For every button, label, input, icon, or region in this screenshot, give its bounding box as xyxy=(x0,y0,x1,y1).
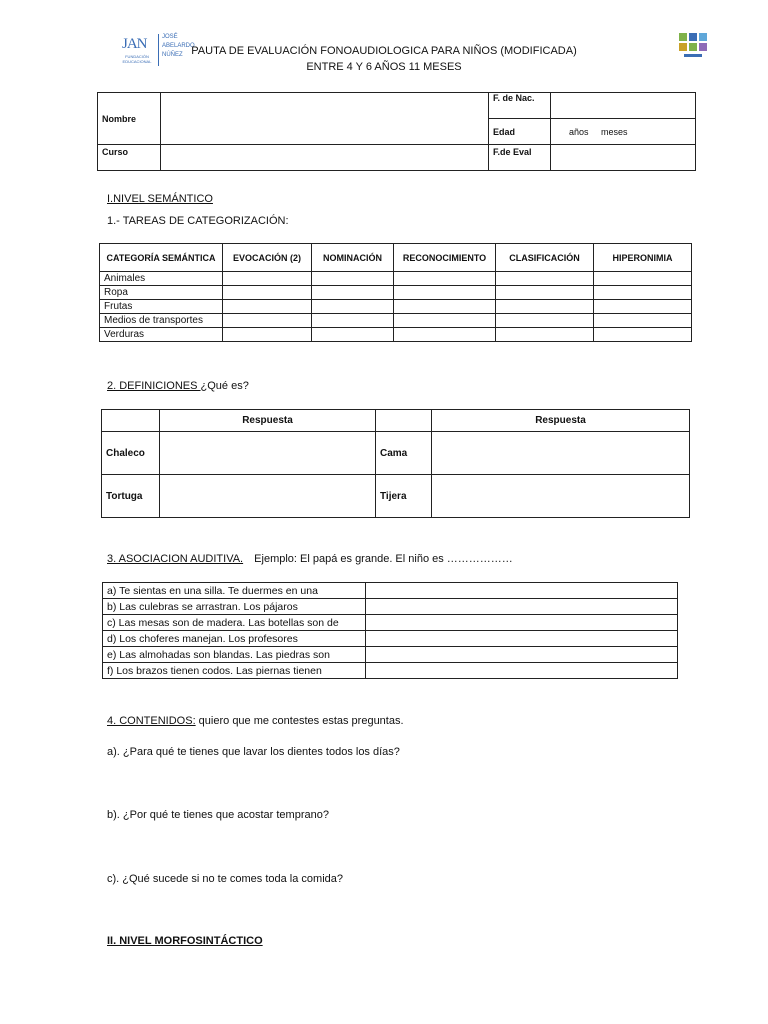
table-row xyxy=(100,300,692,314)
cell[interactable] xyxy=(496,286,594,300)
assoc-answer[interactable] xyxy=(366,647,678,663)
cell[interactable] xyxy=(496,314,594,328)
cell[interactable] xyxy=(496,272,594,286)
assoc-answer[interactable] xyxy=(366,631,678,647)
section-2-title: 2. DEFINICIONES xyxy=(107,380,201,392)
table-row xyxy=(100,272,692,286)
section-2-heading xyxy=(107,380,249,392)
cell[interactable] xyxy=(594,314,692,328)
section-1-subtitle: 1.- TAREAS DE CATEGORIZACIÓN: xyxy=(107,215,289,227)
cell[interactable] xyxy=(496,328,594,342)
feval-field[interactable] xyxy=(551,145,696,171)
item-cama: Cama xyxy=(376,432,432,475)
assoc-f: f) Los brazos tienen codos. Las piernas tienen xyxy=(103,663,366,679)
row-label: Medios de transportes xyxy=(100,314,223,328)
cell[interactable] xyxy=(394,272,496,286)
cell[interactable] xyxy=(312,314,394,328)
definitions-table xyxy=(101,409,690,518)
logo-mark: JAN xyxy=(122,36,147,52)
section-4-heading xyxy=(107,715,404,727)
table-row xyxy=(103,583,678,599)
row-label: Verduras xyxy=(100,328,223,342)
section-3-heading xyxy=(107,553,513,565)
cell[interactable] xyxy=(594,286,692,300)
cell[interactable] xyxy=(394,300,496,314)
answer-cama[interactable] xyxy=(432,432,690,475)
row-label: Animales xyxy=(100,272,223,286)
logo-sub: FUNDACIÓN EDUCACIONAL xyxy=(122,54,152,64)
section-3-example: Ejemplo: El papá es grande. El niño es ……………… xyxy=(254,553,513,565)
answer-tortuga[interactable] xyxy=(160,475,376,518)
section-1-title: I.NIVEL SEMÁNTICO xyxy=(107,193,213,205)
association-table xyxy=(102,582,678,679)
col-evocacion: EVOCACIÓN (2) xyxy=(223,244,312,272)
cell[interactable] xyxy=(394,328,496,342)
assoc-a: a) Te sientas en una silla. Te duermes en una xyxy=(103,583,366,599)
student-info-table xyxy=(97,92,696,171)
answer-tijera[interactable] xyxy=(432,475,690,518)
table-row xyxy=(103,599,678,615)
cell[interactable] xyxy=(312,328,394,342)
label-curso: Curso xyxy=(98,145,161,171)
blank-header xyxy=(102,410,160,432)
label-anos: años xyxy=(569,126,589,137)
edad-field[interactable] xyxy=(551,119,696,145)
fnac-field[interactable] xyxy=(551,93,696,119)
cell[interactable] xyxy=(594,300,692,314)
logo-text-3: NÚÑEZ xyxy=(162,52,183,58)
title-line-1: PAUTA DE EVALUACIÓN FONOAUDIOLOGICA PARA NIÑOS (MODIFICADA) xyxy=(191,45,577,57)
label-feval: F.de Eval xyxy=(489,145,551,171)
cell[interactable] xyxy=(223,286,312,300)
section-4-title: 4. CONTENIDOS: xyxy=(107,715,196,727)
row-label: Frutas xyxy=(100,300,223,314)
question-b: b). ¿Por qué te tienes que acostar temprano? xyxy=(107,809,329,821)
blank-header xyxy=(376,410,432,432)
section-morfosintactico-title: II. NIVEL MORFOSINTÁCTICO xyxy=(107,935,263,947)
curso-field[interactable] xyxy=(161,145,489,171)
item-chaleco: Chaleco xyxy=(102,432,160,475)
assoc-answer[interactable] xyxy=(366,615,678,631)
cell[interactable] xyxy=(312,300,394,314)
cell[interactable] xyxy=(594,328,692,342)
label-edad: Edad xyxy=(489,119,551,145)
table-row xyxy=(103,615,678,631)
question-c: c). ¿Qué sucede si no te comes toda la comida? xyxy=(107,873,344,885)
logo-text-2: ABELARDO xyxy=(162,43,195,49)
section-3-title: 3. ASOCIACION AUDITIVA. xyxy=(107,553,244,565)
table-row xyxy=(100,314,692,328)
title-line-2: ENTRE 4 Y 6 AÑOS 11 MESES xyxy=(306,61,462,73)
answer-chaleco[interactable] xyxy=(160,432,376,475)
cell[interactable] xyxy=(223,300,312,314)
section-2-question: ¿Qué es? xyxy=(200,380,249,392)
table-row xyxy=(100,286,692,300)
label-nombre: Nombre xyxy=(98,93,161,145)
assoc-c: c) Las mesas son de madera. Las botellas son de xyxy=(103,615,366,631)
cell[interactable] xyxy=(312,286,394,300)
item-tortuga: Tortuga xyxy=(102,475,160,518)
categorization-table xyxy=(99,243,692,342)
assoc-answer[interactable] xyxy=(366,663,678,679)
label-fnac: F. de Nac. xyxy=(489,93,551,119)
table-row xyxy=(103,663,678,679)
col-respuesta-left: Respuesta xyxy=(160,410,376,432)
table-row xyxy=(100,328,692,342)
logo-text-1: JOSÉ xyxy=(162,34,178,40)
cell[interactable] xyxy=(312,272,394,286)
nombre-field[interactable] xyxy=(161,93,489,145)
col-respuesta-right: Respuesta xyxy=(432,410,690,432)
col-nominacion: NOMINACIÓN xyxy=(312,244,394,272)
assoc-d: d) Los choferes manejan. Los profesores xyxy=(103,631,366,647)
section-4-intro: quiero que me contestes estas preguntas. xyxy=(195,715,404,727)
cell[interactable] xyxy=(394,286,496,300)
cell[interactable] xyxy=(223,314,312,328)
item-tijera: Tijera xyxy=(376,475,432,518)
col-reconocimiento: RECONOCIMIENTO xyxy=(394,244,496,272)
cell[interactable] xyxy=(223,272,312,286)
table-row xyxy=(103,647,678,663)
cell[interactable] xyxy=(594,272,692,286)
cell[interactable] xyxy=(223,328,312,342)
col-hiperonimia: HIPERONIMIA xyxy=(594,244,692,272)
label-meses: meses xyxy=(601,126,628,137)
assoc-b: b) Las culebras se arrastran. Los pájaros xyxy=(103,599,366,615)
table-row xyxy=(103,631,678,647)
cell[interactable] xyxy=(496,300,594,314)
col-categoria: CATEGORÍA SEMÁNTICA xyxy=(100,244,223,272)
assoc-answer[interactable] xyxy=(366,599,678,615)
question-a: a). ¿Para qué te tienes que lavar los dientes todos los días? xyxy=(107,746,400,758)
row-label: Ropa xyxy=(100,286,223,300)
col-clasificacion: CLASIFICACIÓN xyxy=(496,244,594,272)
assoc-answer[interactable] xyxy=(366,583,678,599)
cell[interactable] xyxy=(394,314,496,328)
assoc-e: e) Las almohadas son blandas. Las piedras son xyxy=(103,647,366,663)
